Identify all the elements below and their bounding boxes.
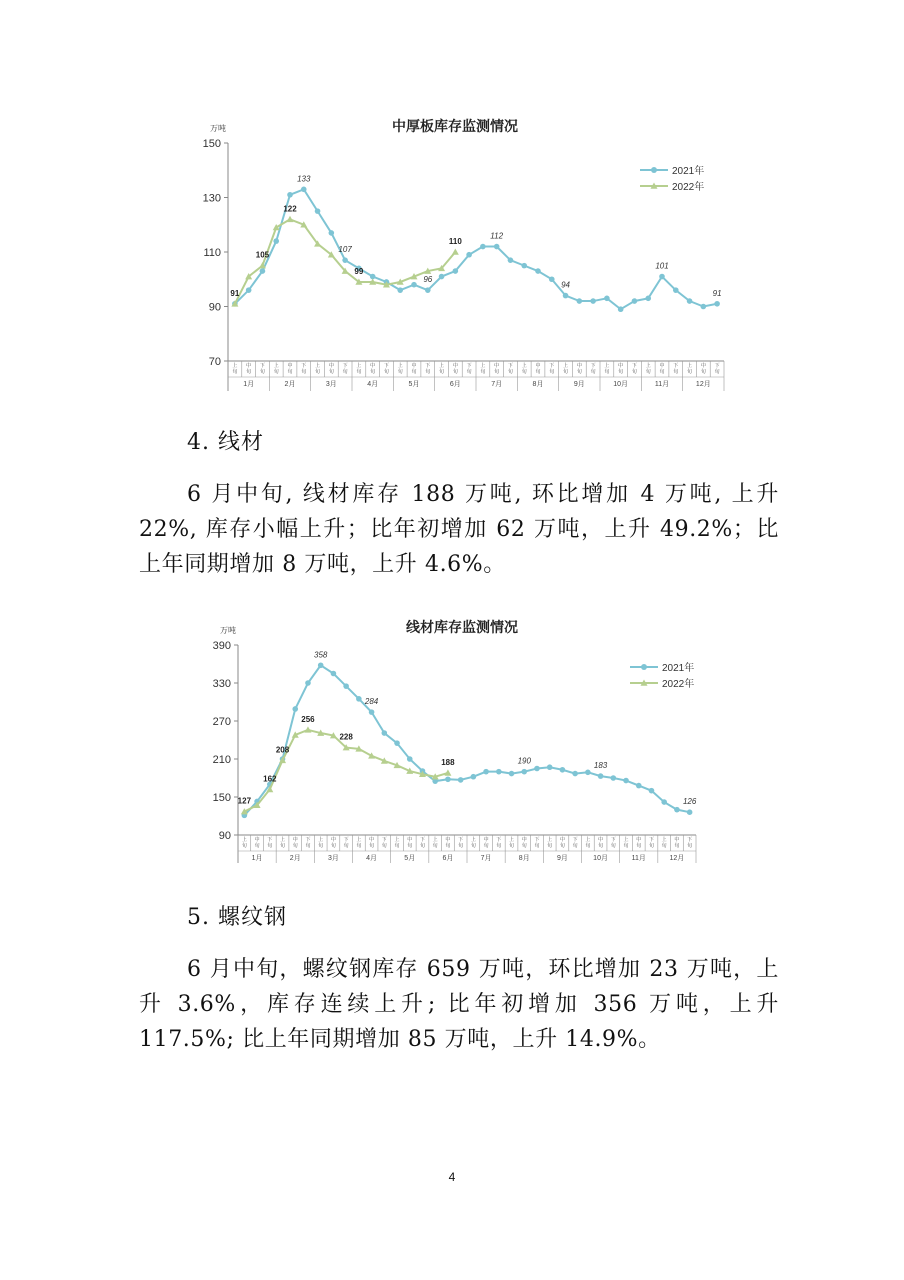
x-period-label: 上 [604, 363, 610, 369]
x-period-label: 下 [259, 363, 265, 369]
data-point-2021 [496, 769, 502, 775]
x-month-label: 2月 [284, 381, 296, 388]
x-period-label-2: 旬 [343, 843, 349, 849]
x-period-label-2: 旬 [292, 843, 298, 849]
x-month-label: 4月 [367, 381, 379, 388]
section-heading-wire-rod: 4. 线材 [187, 430, 264, 455]
data-point-2021 [585, 770, 591, 776]
x-period-label-2: 旬 [547, 843, 553, 849]
data-point-2021 [458, 777, 464, 783]
x-month-label: 3月 [327, 855, 339, 862]
data-label-2022: 256 [301, 714, 315, 724]
x-period-label-2: 旬 [254, 843, 260, 849]
x-period-label: 上 [280, 837, 286, 843]
x-period-label: 中 [287, 363, 293, 369]
x-period-label-2: 旬 [342, 369, 348, 375]
x-period-label: 下 [267, 837, 273, 843]
x-period-label-2: 旬 [494, 369, 500, 375]
x-period-label: 中 [636, 837, 642, 843]
data-label-2021: 112 [490, 231, 504, 241]
section-heading-rebar: 5. 螺纹钢 [187, 905, 287, 930]
x-period-label: 上 [509, 837, 515, 843]
x-period-label-2: 旬 [610, 843, 616, 849]
x-period-label: 中 [254, 837, 260, 843]
data-point-2021 [661, 799, 667, 805]
x-period-label: 下 [534, 837, 540, 843]
x-period-label: 中 [483, 837, 489, 843]
x-period-label: 下 [648, 837, 654, 843]
data-label-2021: 133 [297, 174, 311, 184]
data-point-2021 [508, 257, 514, 263]
data-label-2022: 105 [255, 250, 270, 260]
x-period-label-2: 旬 [280, 843, 286, 849]
x-period-label-2: 旬 [370, 369, 376, 375]
x-period-label-2: 旬 [559, 843, 565, 849]
wire-rod-inventory-chart-svg [200, 612, 720, 867]
x-period-label: 下 [343, 837, 349, 843]
y-tick-label: 150 [202, 138, 221, 150]
x-period-label: 上 [315, 363, 321, 369]
wire-rod-inventory-chart [200, 612, 720, 867]
data-point-2021 [547, 764, 553, 770]
x-period-label: 上 [356, 837, 362, 843]
x-period-label: 中 [445, 837, 451, 843]
data-point-2021 [411, 282, 417, 288]
x-period-label: 上 [585, 837, 591, 843]
legend-marker-2021 [651, 167, 657, 173]
x-period-label-2: 旬 [394, 843, 400, 849]
x-period-label-2: 旬 [598, 843, 604, 849]
x-period-label: 下 [301, 363, 307, 369]
x-period-label-2: 旬 [674, 843, 680, 849]
x-month-label: 7月 [491, 381, 503, 388]
y-tick-label: 130 [202, 192, 221, 205]
x-period-label-2: 旬 [659, 369, 665, 375]
x-period-label-2: 旬 [356, 369, 362, 375]
chart-unit-label: 万吨 [210, 124, 226, 133]
data-point-2021 [598, 773, 604, 779]
data-point-2021 [260, 268, 266, 274]
x-period-label-2: 旬 [458, 843, 464, 849]
data-point-2021 [673, 287, 679, 293]
x-period-label-2: 旬 [318, 843, 324, 849]
data-point-2021 [292, 706, 298, 712]
x-period-label-2: 旬 [369, 843, 375, 849]
x-period-label: 下 [714, 363, 720, 369]
data-point-2021 [701, 304, 707, 310]
x-period-label-2: 旬 [661, 843, 667, 849]
x-period-label: 中 [598, 837, 604, 843]
x-period-label: 中 [674, 837, 680, 843]
x-period-label-2: 旬 [673, 369, 679, 375]
x-period-label: 中 [700, 363, 706, 369]
x-period-label-2: 旬 [480, 369, 486, 375]
x-period-label: 上 [470, 837, 476, 843]
data-label-2021: 96 [423, 275, 433, 285]
data-point-2021 [301, 187, 307, 193]
data-point-2021 [329, 230, 335, 236]
x-period-label: 下 [590, 363, 596, 369]
page-number: 4 [448, 1170, 456, 1184]
data-point-2021 [535, 268, 541, 274]
data-point-2021 [645, 296, 651, 302]
data-label-2022: 91 [230, 288, 240, 298]
data-label-2021: 358 [314, 650, 328, 660]
chart-title: 中厚板库存监测情况 [392, 118, 518, 134]
data-point-2021 [509, 771, 515, 777]
legend-label: 2021年 [662, 663, 695, 674]
data-point-2021 [471, 774, 477, 780]
x-period-label-2: 旬 [381, 843, 387, 849]
data-point-2021 [483, 769, 489, 775]
data-point-2021 [521, 769, 527, 775]
x-period-label: 中 [369, 837, 375, 843]
x-period-label-2: 旬 [521, 843, 527, 849]
data-point-2021 [649, 788, 655, 794]
x-period-label: 下 [383, 363, 389, 369]
y-tick-label: 150 [212, 792, 231, 804]
data-point-2021 [611, 775, 617, 781]
series-line-2021年 [235, 189, 717, 309]
x-period-label: 下 [419, 837, 425, 843]
x-period-label-2: 旬 [305, 843, 311, 849]
x-period-label-2: 旬 [507, 369, 513, 375]
x-period-label-2: 旬 [496, 843, 502, 849]
x-period-label-2: 旬 [452, 369, 458, 375]
legend-label: 2021年 [672, 166, 705, 177]
x-period-label-2: 旬 [411, 369, 417, 375]
data-point-2021 [315, 208, 321, 214]
legend-label: 2022年 [662, 679, 695, 690]
data-point-2021 [273, 238, 279, 244]
x-period-label: 下 [673, 363, 679, 369]
x-period-label-2: 旬 [648, 843, 654, 849]
x-period-label-2: 旬 [483, 843, 489, 849]
y-tick-label: 330 [212, 678, 231, 690]
x-period-label-2: 旬 [232, 369, 238, 375]
x-period-label-2: 旬 [563, 369, 569, 375]
data-point-2021 [563, 293, 569, 299]
x-period-label: 上 [232, 363, 238, 369]
x-month-label: 7月 [480, 855, 492, 862]
x-period-label-2: 旬 [631, 369, 637, 375]
y-tick-label: 90 [208, 301, 221, 314]
x-period-label: 下 [507, 363, 513, 369]
x-month-label: 9月 [556, 855, 568, 862]
x-period-label: 下 [610, 837, 616, 843]
x-period-label: 中 [328, 363, 334, 369]
data-label-2022: 122 [283, 204, 297, 214]
x-month-label: 11月 [654, 381, 670, 388]
x-month-label: 12月 [695, 381, 711, 388]
data-label-2021: 126 [682, 797, 697, 807]
x-month-label: 5月 [408, 381, 420, 388]
x-month-label: 9月 [573, 381, 585, 388]
chart-unit-label: 万吨 [220, 626, 236, 635]
data-point-2021 [425, 287, 431, 293]
data-point-2021 [687, 298, 693, 304]
x-period-label: 中 [292, 837, 298, 843]
data-label-2021: 190 [517, 756, 531, 766]
data-point-2021 [453, 268, 459, 274]
data-point-2021 [632, 298, 638, 304]
x-month-label: 3月 [325, 381, 337, 388]
data-label-2022: 208 [275, 745, 290, 755]
x-period-label-2: 旬 [645, 369, 651, 375]
x-month-label: 10月 [613, 381, 629, 388]
data-point-2021 [577, 298, 583, 304]
x-period-label: 下 [458, 837, 464, 843]
x-period-label: 上 [645, 363, 651, 369]
data-label-2021: 107 [338, 245, 352, 255]
data-point-2021 [659, 274, 665, 280]
x-period-label-2: 旬 [687, 369, 693, 375]
data-point-2021 [572, 771, 578, 777]
x-period-label-2: 旬 [432, 843, 438, 849]
data-label-2022: 127 [237, 796, 252, 806]
data-point-2021 [287, 192, 293, 198]
x-period-label: 中 [659, 363, 665, 369]
data-point-2021 [305, 680, 311, 686]
data-point-2021 [687, 809, 693, 815]
data-point-2021 [480, 244, 486, 250]
data-label-2022: 110 [448, 237, 462, 246]
x-period-label: 下 [496, 837, 502, 843]
x-month-label: 2月 [289, 855, 301, 862]
y-tick-label: 90 [218, 830, 231, 842]
data-point-2021 [356, 696, 362, 702]
data-label-2021: 101 [655, 261, 669, 271]
x-period-label-2: 旬 [273, 369, 279, 375]
x-period-label-2: 旬 [623, 843, 629, 849]
x-period-label: 上 [687, 363, 693, 369]
x-period-label: 上 [397, 363, 403, 369]
x-period-label-2: 旬 [301, 369, 307, 375]
x-period-label-2: 旬 [604, 369, 610, 375]
x-month-label: 11月 [631, 855, 646, 862]
x-period-label-2: 旬 [618, 369, 624, 375]
plate-inventory-chart-svg [190, 115, 730, 395]
y-tick-label: 390 [212, 640, 231, 652]
x-month-label: 5月 [404, 855, 416, 862]
data-point-2021 [549, 276, 555, 282]
data-point-2021 [560, 767, 566, 773]
data-point-2021 [394, 740, 400, 746]
data-point-2021 [604, 296, 610, 302]
data-point-2021 [590, 298, 596, 304]
x-period-label: 中 [535, 363, 541, 369]
x-period-label-2: 旬 [246, 369, 252, 375]
x-month-label: 8月 [532, 381, 544, 388]
x-period-label: 中 [407, 837, 413, 843]
data-label-2021: 91 [712, 288, 722, 298]
x-period-label: 中 [576, 363, 582, 369]
x-period-label-2: 旬 [330, 843, 336, 849]
plate-inventory-chart [190, 115, 730, 395]
x-period-label: 下 [425, 363, 431, 369]
x-period-label-2: 旬 [445, 843, 451, 849]
x-period-label: 中 [494, 363, 500, 369]
x-period-label: 上 [661, 837, 667, 843]
x-period-label: 上 [623, 837, 629, 843]
x-period-label: 下 [305, 837, 311, 843]
data-point-2021 [397, 287, 403, 293]
data-point-2021 [534, 766, 540, 772]
x-period-label-2: 旬 [521, 369, 527, 375]
x-month-label: 1月 [251, 855, 263, 862]
x-period-label: 上 [521, 363, 527, 369]
x-period-label-2: 旬 [636, 843, 642, 849]
data-point-2021 [407, 756, 413, 762]
x-month-label: 10月 [593, 855, 608, 862]
x-month-label: 1月 [243, 381, 255, 388]
data-label-2022: 188 [441, 757, 455, 767]
data-point-2021 [382, 730, 388, 736]
section-paragraph-rebar: 6 月中旬，螺纹钢库存 659 万吨，环比增加 23 万吨，上升 3.6%，库存连续上升; 比年初增加 356 万吨，上升 117.5%; 比上年同期增加 85 万吨，上升 14.9%。 [139, 957, 779, 1052]
x-period-label-2: 旬 [700, 369, 706, 375]
data-point-2021 [342, 257, 348, 263]
data-point-2021 [714, 301, 720, 307]
legend-marker-2021 [641, 664, 647, 670]
data-point-2021 [318, 662, 324, 668]
x-period-label-2: 旬 [397, 369, 403, 375]
series-line-2021年 [244, 665, 689, 815]
data-point-2021 [331, 671, 337, 677]
data-point-2021 [636, 783, 642, 789]
data-point-2022 [452, 249, 459, 255]
x-period-label: 上 [563, 363, 569, 369]
data-point-2021 [494, 244, 500, 250]
y-tick-label: 110 [203, 247, 221, 259]
data-point-2021 [521, 263, 527, 269]
x-period-label: 中 [330, 837, 336, 843]
x-period-label-2: 旬 [383, 369, 389, 375]
x-period-label: 上 [318, 837, 324, 843]
x-period-label-2: 旬 [315, 369, 321, 375]
x-month-label: 6月 [442, 855, 454, 862]
x-period-label: 下 [381, 837, 387, 843]
x-period-label-2: 旬 [328, 369, 334, 375]
x-period-label-2: 旬 [267, 843, 273, 849]
data-label-2021: 183 [593, 761, 608, 771]
x-month-label: 4月 [366, 855, 378, 862]
data-label-2022: 99 [354, 266, 364, 276]
data-label-2022: 162 [263, 774, 277, 784]
data-point-2021 [618, 306, 624, 312]
x-period-label-2: 旬 [509, 843, 515, 849]
x-period-label-2: 旬 [287, 369, 293, 375]
x-period-label: 中 [559, 837, 565, 843]
x-period-label: 中 [411, 363, 417, 369]
y-tick-label: 70 [208, 356, 221, 368]
data-point-2022 [287, 216, 294, 222]
data-point-2021 [623, 778, 629, 784]
x-period-label: 上 [439, 363, 445, 369]
data-point-2021 [674, 807, 680, 813]
x-period-label: 下 [631, 363, 637, 369]
x-period-label-2: 旬 [585, 843, 591, 849]
x-period-label: 下 [342, 363, 348, 369]
x-period-label-2: 旬 [259, 369, 265, 375]
data-point-2021 [369, 709, 375, 715]
x-period-label-2: 旬 [470, 843, 476, 849]
x-month-label: 6月 [449, 381, 461, 388]
x-period-label: 上 [356, 363, 362, 369]
x-period-label: 下 [466, 363, 472, 369]
x-period-label: 上 [432, 837, 438, 843]
x-period-label-2: 旬 [534, 843, 540, 849]
x-period-label: 下 [572, 837, 578, 843]
x-month-label: 8月 [518, 855, 530, 862]
data-label-2021: 284 [364, 697, 379, 707]
x-period-label: 上 [394, 837, 400, 843]
chart-title: 线材库存监测情况 [406, 619, 518, 635]
y-tick-label: 270 [212, 716, 231, 728]
x-period-label: 上 [273, 363, 279, 369]
data-point-2021 [343, 683, 349, 689]
x-period-label-2: 旬 [356, 843, 362, 849]
x-period-label: 中 [370, 363, 376, 369]
data-point-2021 [466, 252, 472, 258]
x-period-label-2: 旬 [549, 369, 555, 375]
x-period-label: 下 [549, 363, 555, 369]
x-period-label-2: 旬 [241, 843, 247, 849]
x-period-label: 中 [618, 363, 624, 369]
x-period-label-2: 旬 [535, 369, 541, 375]
x-period-label-2: 旬 [687, 843, 693, 849]
x-period-label: 上 [241, 837, 247, 843]
series-line-2022年 [244, 730, 448, 812]
x-period-label-2: 旬 [419, 843, 425, 849]
legend-label: 2022年 [672, 182, 705, 193]
x-period-label-2: 旬 [407, 843, 413, 849]
data-label-2021: 94 [561, 280, 571, 290]
x-period-label-2: 旬 [425, 369, 431, 375]
x-period-label-2: 旬 [576, 369, 582, 375]
x-period-label: 下 [687, 837, 693, 843]
x-month-label: 12月 [669, 855, 685, 862]
y-tick-label: 210 [212, 754, 231, 766]
x-period-label: 中 [521, 837, 527, 843]
x-period-label: 上 [547, 837, 553, 843]
x-period-label-2: 旬 [572, 843, 578, 849]
data-point-2021 [445, 776, 451, 782]
section-paragraph-wire-rod: 6 月中旬, 线材库存 188 万吨, 环比增加 4 万吨, 上升 22%, 库存小幅上升；比年初增加 62 万吨，上升 49.2%；比上年同期增加 8 万吨，上升 4.6%。 [139, 482, 779, 577]
x-period-label-2: 旬 [466, 369, 472, 375]
data-label-2022: 228 [339, 732, 353, 742]
x-period-label-2: 旬 [714, 369, 720, 375]
x-period-label-2: 旬 [439, 369, 445, 375]
x-period-label: 中 [246, 363, 252, 369]
data-point-2021 [439, 274, 445, 280]
data-point-2021 [246, 287, 252, 293]
data-point-2022 [444, 769, 451, 775]
x-period-label: 上 [480, 363, 486, 369]
x-period-label: 中 [452, 363, 458, 369]
x-period-label-2: 旬 [590, 369, 596, 375]
